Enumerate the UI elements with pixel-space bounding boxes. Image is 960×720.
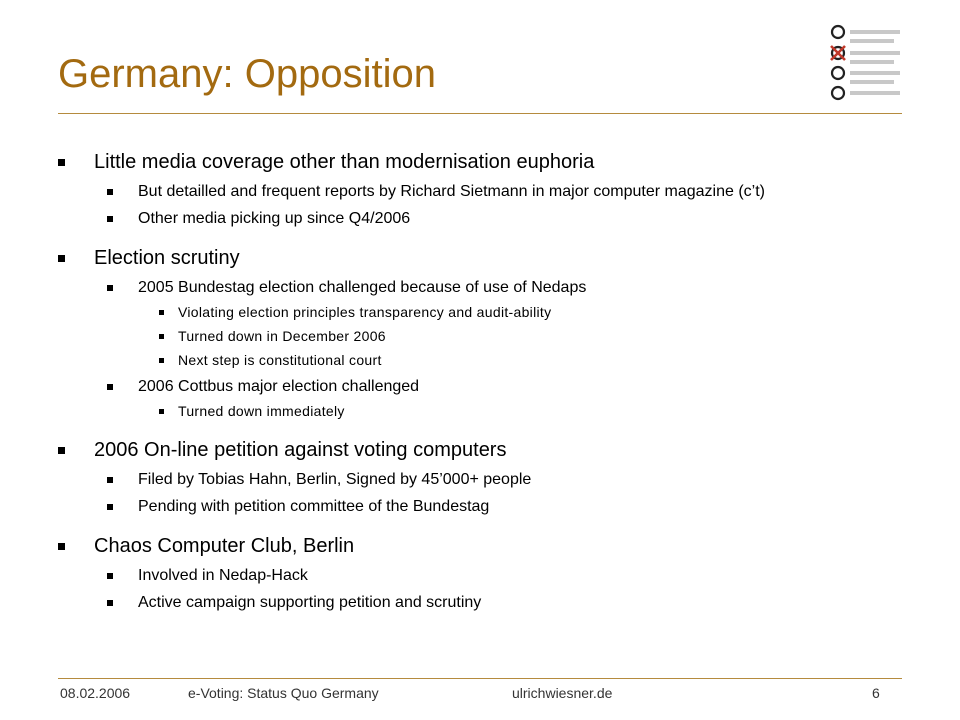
sub-sub-bullet-item xyxy=(58,304,828,321)
sub-bullet-text: Pending with petition committee of the Bundestag xyxy=(138,498,490,515)
footer-date: 08.02.2006 xyxy=(60,685,131,701)
sub-sub-bullet-item xyxy=(58,403,828,420)
sub-bullet-text: 2006 Cottbus major election challenged xyxy=(138,378,420,395)
square-bullet-icon xyxy=(159,310,164,315)
sub-bullet-text: 2005 Bundestag election challenged because of use of Nedaps xyxy=(138,279,587,296)
sub-bullet-text: Active campaign supporting petition and scrutiny xyxy=(138,594,482,611)
sub-bullet-item xyxy=(58,470,828,489)
square-bullet-icon xyxy=(159,409,164,414)
square-bullet-icon xyxy=(107,285,113,291)
square-bullet-icon xyxy=(58,255,65,262)
square-bullet-icon xyxy=(107,477,113,483)
title-divider xyxy=(58,113,902,114)
bullet-text: Chaos Computer Club, Berlin xyxy=(94,535,355,557)
slide-title: Germany: Opposition xyxy=(58,52,436,96)
sub-bullet-item xyxy=(58,182,828,201)
sub-bullet-item xyxy=(58,566,828,585)
bullet-item xyxy=(58,534,828,558)
sub-sub-bullet-item xyxy=(58,328,828,345)
sub-sub-bullet-item xyxy=(58,352,828,369)
square-bullet-icon xyxy=(107,216,113,222)
square-bullet-icon xyxy=(107,600,113,606)
sub-sub-bullet-text: Turned down in December 2006 xyxy=(178,328,386,344)
sub-bullet-item xyxy=(58,497,828,516)
square-bullet-icon xyxy=(159,358,164,363)
footer-divider xyxy=(58,678,902,679)
bullet-text: Election scrutiny xyxy=(94,247,240,269)
square-bullet-icon xyxy=(159,334,164,339)
footer-website: ulrichwiesner.de xyxy=(512,685,613,701)
bullet-text: 2006 On-line petition against voting computers xyxy=(94,439,507,461)
sub-bullet-text: But detailled and frequent reports by Richard Sietmann in major computer magazine (c’t) xyxy=(138,183,765,200)
square-bullet-icon xyxy=(107,573,113,579)
square-bullet-icon xyxy=(107,189,113,195)
sub-bullet-text: Involved in Nedap-Hack xyxy=(138,567,308,584)
sub-sub-bullet-text: Next step is constitutional court xyxy=(178,352,382,368)
square-bullet-icon xyxy=(107,384,113,390)
slide-content xyxy=(58,150,828,612)
bullet-item xyxy=(58,438,828,462)
sub-bullet-text: Other media picking up since Q4/2006 xyxy=(138,210,411,227)
page-number: 6 xyxy=(872,685,880,701)
bullet-text: Little media coverage other than modernisation euphoria xyxy=(94,151,595,173)
ballot-checklist-icon xyxy=(828,22,904,106)
sub-sub-bullet-text: Turned down immediately xyxy=(178,403,345,419)
sub-bullet-item xyxy=(58,209,828,228)
square-bullet-icon xyxy=(107,504,113,510)
square-bullet-icon xyxy=(58,447,65,454)
sub-sub-bullet-text: Violating election principles transparency and audit-ability xyxy=(178,304,552,320)
bullet-item xyxy=(58,150,828,174)
sub-bullet-text: Filed by Tobias Hahn, Berlin, Signed by 45’000+ people xyxy=(138,471,532,488)
sub-bullet-item xyxy=(58,593,828,612)
bullet-item xyxy=(58,246,828,270)
sub-bullet-item xyxy=(58,278,828,297)
square-bullet-icon xyxy=(58,543,65,550)
sub-bullet-item xyxy=(58,377,828,396)
square-bullet-icon xyxy=(58,159,65,166)
footer-talk-title: e-Voting: Status Quo Germany xyxy=(188,685,379,701)
